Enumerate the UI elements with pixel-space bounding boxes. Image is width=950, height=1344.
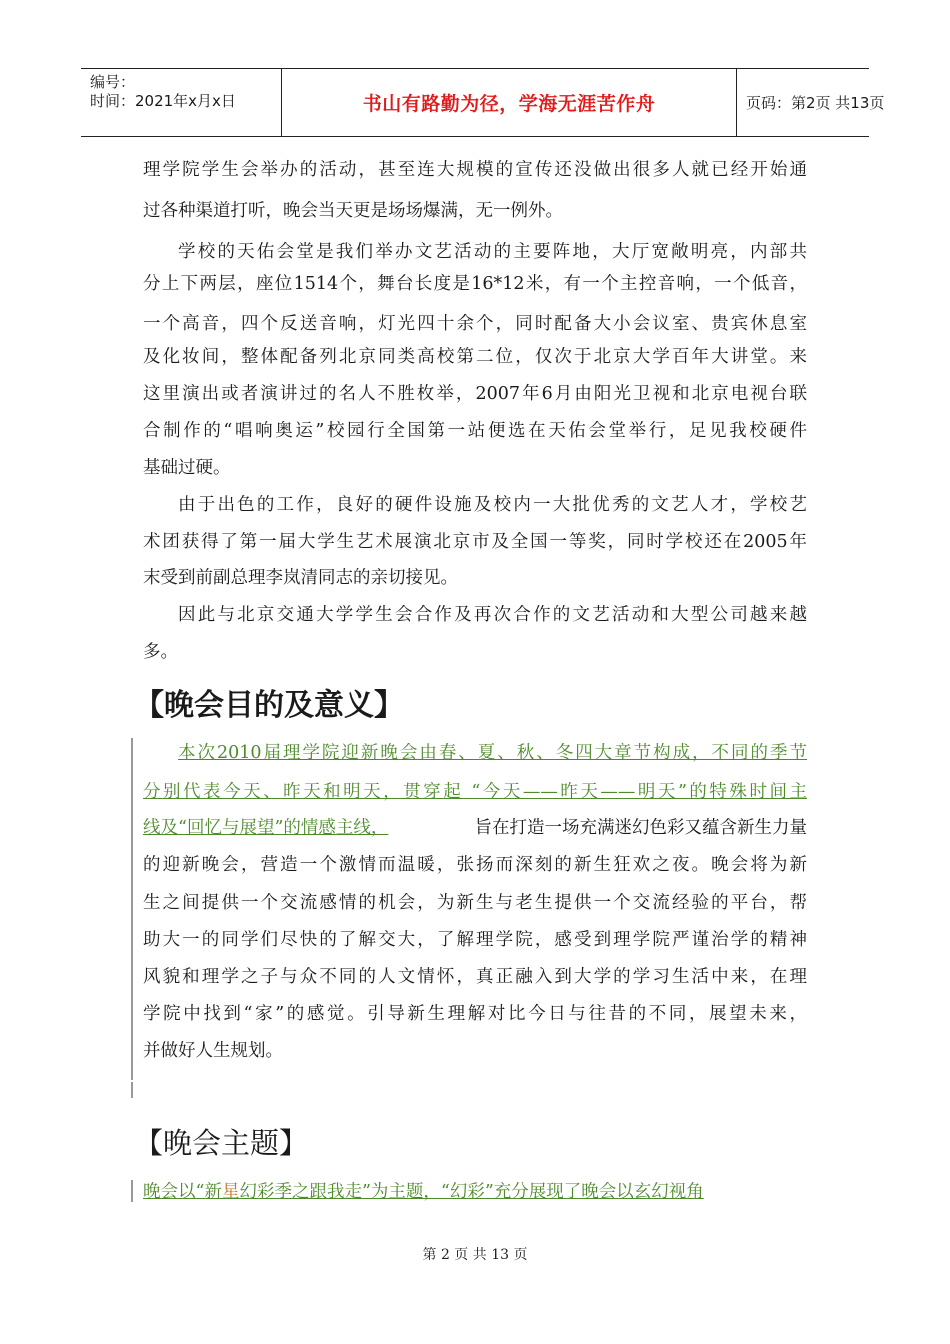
change-bar bbox=[131, 1082, 133, 1098]
body-line: 多。 bbox=[143, 642, 178, 662]
section-heading-theme: 【晚会主题】 bbox=[134, 1126, 309, 1160]
body-line: 理学院学生会举办的活动，甚至连大规模的宣传还没做出很多人就已经开始通 bbox=[143, 160, 807, 180]
body-line: 生之间提供一个交流感情的机会，为新生与老生提供一个交流经验的平台，帮 bbox=[143, 893, 807, 913]
body-line: 学院中找到“家”的感觉。引导新生理解对比今日与往昔的不同，展望未来， bbox=[143, 1004, 807, 1024]
body-line: 合制作的“唱响奥运”校园行全国第一站便选在天佑会堂举行，足见我校硬件 bbox=[143, 421, 807, 441]
body-line: 过各种渠道打听，晚会当天更是场场爆满，无一例外。 bbox=[143, 201, 563, 221]
body-line: 由于出色的工作，良好的硬件设施及校内一大批优秀的文艺人才，学校艺 bbox=[178, 495, 807, 515]
body-line: 因此与北京交通大学学生会合作及再次合作的文艺活动和大型公司越来越 bbox=[178, 605, 807, 625]
page-header bbox=[81, 68, 885, 137]
header-page-info: 页码：第2页 共13页 bbox=[746, 94, 885, 112]
body-line: 及化妆间，整体配备列北京同类高校第二位，仅次于北京大学百年大讲堂。来 bbox=[143, 347, 807, 367]
body-line: 分上下两层，座位1514个，舞台长度是16*12米，有一个主控音响，一个低音， bbox=[143, 274, 807, 294]
body-line: 本次2010届理学院迎新晚会由春、夏、秋、冬四大章节构成，不同的季节 bbox=[178, 743, 807, 763]
body-line: 学校的天佑会堂是我们举办文艺活动的主要阵地，大厅宽敞明亮，内部共 bbox=[178, 242, 807, 262]
highlight-char: 星 bbox=[221, 1182, 240, 1202]
change-bar bbox=[131, 738, 133, 1080]
body-line: 助大一的同学们尽快的了解交大，了解理学院，感受到理学院严谨治学的精神 bbox=[143, 930, 807, 950]
body-line: 的迎新晚会，营造一个激情而温暖，张扬而深刻的新生狂欢之夜。晚会将为新 bbox=[143, 855, 807, 875]
tracked-text: 晚会以“新 bbox=[143, 1182, 222, 1202]
body-line: 术团获得了第一届大学生艺术展演北京市及全国一等奖，同时学校还在2005年 bbox=[143, 532, 807, 552]
change-bar bbox=[131, 1180, 133, 1202]
page-footer: 第 2 页 共 13 页 bbox=[422, 1247, 528, 1263]
body-line: 一个高音，四个反送音响，灯光四十余个，同时配备大小会议室、贵宾休息室 bbox=[143, 314, 807, 334]
body-line: 末受到前副总理李岚清同志的亲切接见。 bbox=[143, 568, 458, 588]
body-line: 这里演出或者演讲过的名人不胜枚举，2007年6月由阳光卫视和北京电视台联 bbox=[143, 384, 807, 404]
body-line: 风貌和理学之子与众不同的人文情怀，真正融入到大学的学习生活中来，在理 bbox=[143, 967, 807, 987]
tracked-text: 线及“回忆与展望”的情感主线， bbox=[143, 818, 389, 838]
body-line: 并做好人生规划。 bbox=[143, 1041, 283, 1061]
body-line: 基础过硬。 bbox=[143, 458, 231, 478]
body-text: 旨在打造一场充满迷幻色彩又蕴含新生力量 bbox=[474, 818, 807, 838]
body-line: 分别代表今天、昨天和明天，贯穿起 “今天——昨天——明天”的特殊时间主 bbox=[143, 782, 807, 802]
tracked-text: 幻彩季之跟我走”为主题，“幻彩”充分展现了晚会以玄幻视角 bbox=[239, 1182, 704, 1202]
number-label: 编号： bbox=[90, 73, 136, 91]
body-line bbox=[143, 816, 807, 840]
date-label: 时间：2021年x月x日 bbox=[90, 92, 236, 110]
header-motto: 书山有路勤为径，学海无涯苦作舟 bbox=[282, 69, 737, 136]
body-line bbox=[143, 1180, 807, 1204]
header-meta bbox=[81, 69, 282, 136]
section-heading-purpose: 【晚会目的及意义】 bbox=[134, 688, 404, 723]
